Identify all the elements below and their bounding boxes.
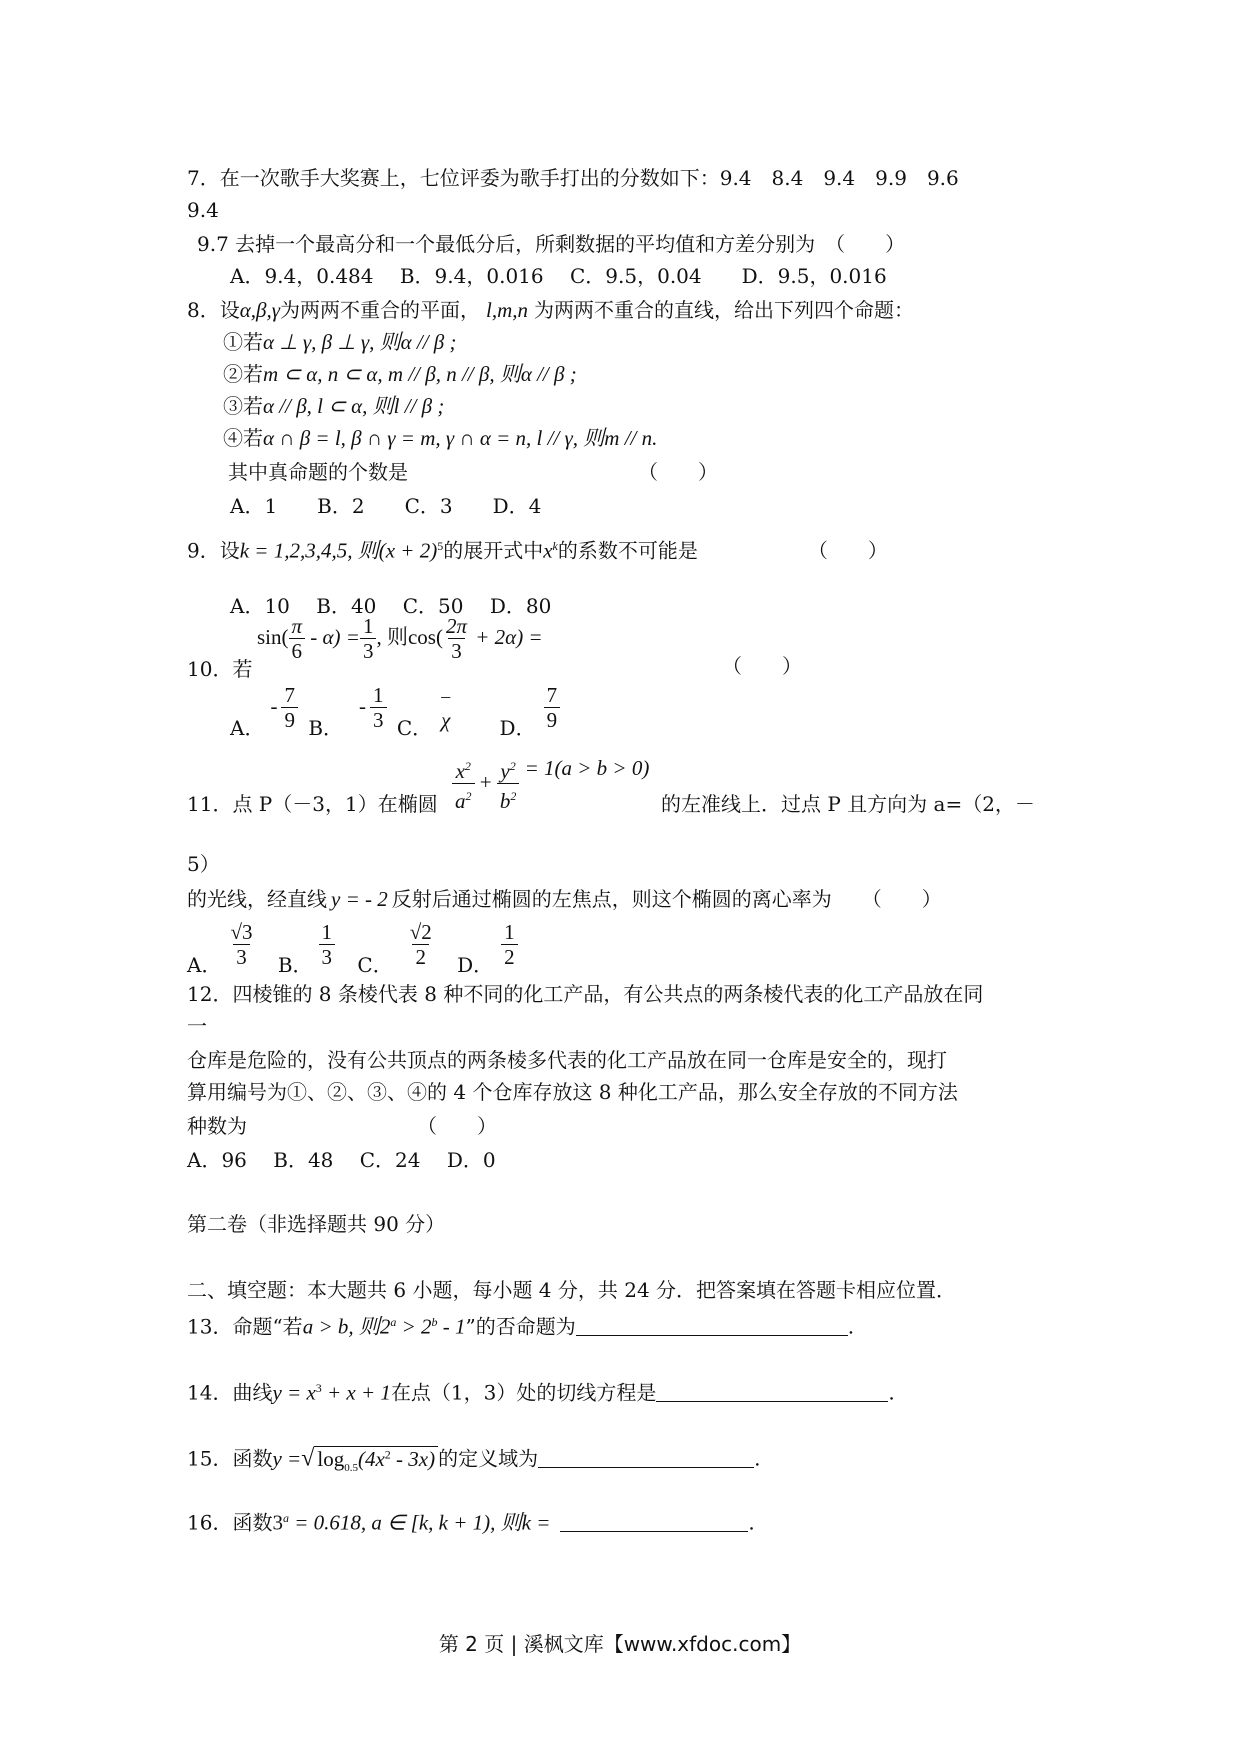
q8-proposition-2: ②若m ⊂ α, n ⊂ α, m // β, n // β, 则α // β ; (223, 362, 577, 386)
page-footer: 第 2 页 | 溪枫文库【www.xfdoc.com】 (438, 1632, 802, 1656)
q9-options: A．10 B．40 C．50 D．80 (230, 594, 552, 618)
q16-stem: 16．函数$3^a = 0.618$, a ∈ [k, k + 1), 则k = . (187, 1510, 755, 1535)
q12-line3: 仓库是危险的，没有公共顶点的两条棱多代表的化工产品放在同一仓库是安全的，现打 (187, 1048, 947, 1072)
q12-line5: 种数为 （ ） (187, 1114, 497, 1138)
q8-proposition-1: ①若α ⊥ γ, β ⊥ γ, 则α // β ; (223, 330, 457, 354)
q10-lead: 10．若 (187, 657, 253, 681)
q10-options: A．- $\frac{7}{9}$ B．- $\frac{1}{3}$ C． – χ D． $\frac{7}{9}$ (230, 683, 560, 741)
q8-proposition-3: ③若α // β, l ⊂ α, 则l // β ; (223, 394, 445, 418)
part2-heading: 第二卷（非选择题共 90 分） (187, 1212, 446, 1236)
q9-stem: 9．设k = 1,2,3,4,5, 则$(x + 2)^5$的展开式中$x^k$的系数不可能是 （ ） (187, 538, 888, 563)
q13-answer-blank[interactable] (576, 1315, 848, 1336)
section2-heading: 二、填空题：本大题共 6 小题，每小题 4 分，共 24 分．把答案填在答题卡相应位置． (187, 1278, 957, 1302)
q7-line3: 9.7 去掉一个最高分和一个最低分后，所剩数据的平均值和方差分别为 （ ） (197, 232, 906, 256)
q10-paren: （ ） (722, 654, 802, 678)
q12-options: A．96 B．48 C．24 D．0 (187, 1148, 496, 1172)
q11-line3: 的光线，经直线 y = - 2 反射后通过椭圆的左焦点，则这个椭圆的离心率为 （ ） (187, 887, 942, 911)
q11-lead: 11．点 P（－3，1）在椭圆 (187, 792, 438, 816)
q10-equation: sin( $\frac{\pi}{6}$ - α) = $\frac{1}{3}$ , 则cos( $\frac{2\pi}{3}$ + 2α) = (257, 614, 543, 663)
q14-answer-blank[interactable] (656, 1381, 888, 1402)
q7-line1: 7．在一次歌手大奖赛上，七位评委为歌手打出的分数如下：9.4 8.4 9.4 9.9 9.6 (187, 166, 959, 190)
q7-options: A．9.4，0.484 B．9.4，0.016 C．9.5，0.04 D．9.5，0.016 (230, 264, 887, 288)
q16-answer-blank[interactable] (560, 1511, 748, 1532)
q8-options: A．1 B．2 C．3 D．4 (230, 494, 542, 518)
q15-stem: 15．函数y =√ $\log_{0.5}(4x^2 - 3x)$ 的定义域为 . (187, 1445, 761, 1474)
q12-line2: 一 (187, 1014, 207, 1038)
q11-options: A． $\frac{√3}{3}$ B． $\frac{1}{3}$ C． $\frac{√2}{2}$ D． $\frac{1}{2}$ (187, 920, 518, 978)
q11-ellipse-equation: $\frac{x^2}{a^2}$ + $\frac{y^2}{b^2}$ = 1(a > b > 0) (452, 754, 649, 813)
q14-stem: 14．曲线$y = x^3 + x + 1$在点（1，3）处的切线方程是 . (187, 1380, 895, 1405)
q11-line2: 5） (187, 852, 220, 876)
q8-question: 其中真命题的个数是 （ ） (228, 460, 718, 484)
q13-stem: 13．命题“若a > b, 则$2^a > 2^b - 1$”的否命题为 . (187, 1314, 855, 1339)
q12-line1: 12．四棱锥的 8 条棱代表 8 种不同的化工产品，有公共点的两条棱代表的化工产品放在同 (187, 982, 984, 1006)
q8-proposition-4: ④若α ∩ β = l, β ∩ γ = m, γ ∩ α = n, l // γ, 则m // n. (223, 426, 658, 450)
q11-tail: 的左准线上．过点 P 且方向为 a=（2，－ (661, 792, 1035, 816)
q7-line2: 9.4 (187, 198, 219, 222)
q12-line4: 算用编号为①、②、③、④的 4 个仓库存放这 8 种化工产品，那么安全存放的不同方法 (187, 1080, 958, 1104)
q15-answer-blank[interactable] (538, 1447, 754, 1468)
q8-stem: 8．设α,β,γ为两两不重合的平面， l,m,n 为两两不重合的直线，给出下列四个命题： (187, 298, 914, 322)
